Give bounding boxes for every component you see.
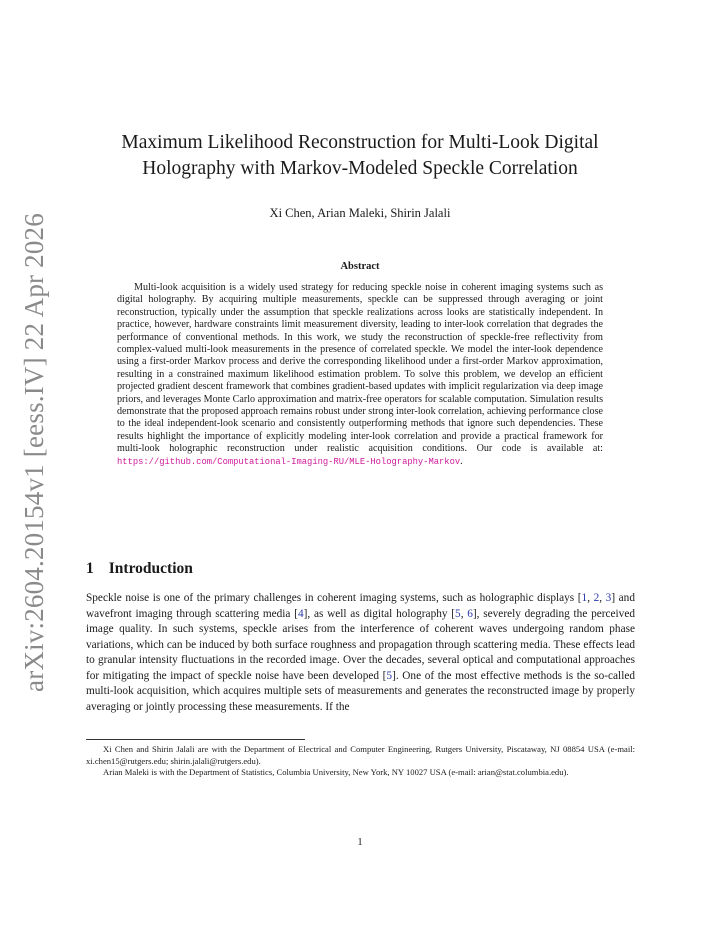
author-list: Xi Chen, Arian Maleki, Shirin Jalali: [269, 206, 451, 220]
page-number: 1: [357, 837, 363, 848]
intro-text: ]. One of the most effective methods is the so-called multi-look acquisition, which acquires multiple sets of measurements and generates the reconstructed image by properly averaging or jointly processing these measurements. If the: [86, 669, 635, 713]
section-number: 1: [86, 560, 94, 577]
intro-text: ] and wavefront imaging through scattering media [: [86, 592, 635, 620]
paper-title-line-2: Holography with Markov-Modeled Speckle Correlation: [142, 158, 578, 179]
citation-link[interactable]: 4: [297, 607, 304, 620]
intro-text: Speckle noise is one of the primary challenges in coherent imaging systems, such as holographic displays [: [86, 592, 582, 604]
arxiv-identifier-text: arXiv:2604.20154v1 [eess.IV] 22 Apr 2026: [18, 212, 49, 692]
intro-text: ], as well as digital holography [: [303, 607, 456, 620]
citation-link[interactable]: 5: [455, 607, 461, 620]
footnote-divider: [86, 739, 305, 740]
abstract-heading: Abstract: [340, 261, 380, 272]
arxiv-identifier-stamp: [12, 212, 56, 692]
code-repository-link[interactable]: https://github.com/Computational-Imaging-RU/MLE-Holography-Markov: [117, 456, 461, 467]
abstract-body: [117, 282, 603, 468]
citation-link[interactable]: 1: [581, 592, 588, 604]
citation-link[interactable]: 2: [593, 592, 600, 604]
footnote-affiliation-columbia: Arian Maleki is with the Department of Statistics, Columbia University, New York, NY 10027 USA (e-mail: arian@stat.columbia.edu).: [103, 767, 569, 778]
citation-separator: ,: [460, 607, 468, 620]
citation-link[interactable]: 3: [605, 592, 612, 604]
abstract-text: Multi-look acquisition is a widely used strategy for reducing speckle noise in coherent imaging systems such as digital holography. By acquiring multiple measurements, speckle can be suppressed through averaging or joint reconstruction, typically under the assumption that speckle realizations across looks are statistically independent. In practice, however, hardware constraints limit measurement diversity, leading to inter-look correlation that degrades the performance of conventional methods. In this work, we study the reconstruction of speckle-free reflectivity from complex-valued multi-look measurements in the presence of correlated speckle. We model the inter-look dependence using a first-order Markov process and derive the corresponding likelihood under a first-order Markov approximation, resulting in a constrained maximum likelihood estimation problem. To solve this problem, we develop an efficient projected gradient descent framework that combines gradient-based updates with implicit regularization via deep image priors, and leverages Monte Carlo approximation and matrix-free operators for scalable computation. Simulation results demonstrate that the proposed approach remains robust under strong inter-look correlation, achieving performance close to the ideal independent-look scenario and consistently outperforming methods that ignore such dependencies. These results highlight the importance of explicitly modeling inter-look correlation and provide a practical framework for multi-look holographic reconstruction under realistic acquisition conditions. Our code is available at:: [117, 282, 603, 455]
citation-link[interactable]: 6: [467, 607, 473, 620]
paper-title-line-1: Maximum Likelihood Reconstruction for Multi-Look Digital: [121, 132, 599, 153]
citation-separator: ,: [587, 592, 594, 604]
footnote-affiliation-rutgers: Xi Chen and Shirin Jalali are with the Department of Electrical and Computer Engineering, Rutgers University, Piscataway, NJ 08854 USA (e-mail: xi.chen15@rutgers.edu; shirin.jalali@rutgers.edu).: [86, 744, 635, 766]
intro-text: ], severely degrading the perceived image quality. In such systems, speckle arises from the interference of coherent waves undergoing random phase variations, which can be induced by both surface roughness and propagation through scattering media. These effects lead to granular intensity fluctuations in the recorded image. Over the decades, several optical and computational approaches for mitigating the impact of speckle noise have been developed [: [86, 607, 635, 682]
paper-title: [90, 130, 630, 182]
footnotes: [86, 744, 635, 779]
introduction-paragraph: [86, 591, 635, 715]
citation-link[interactable]: 5: [386, 669, 393, 682]
abstract-end-punctuation: .: [460, 455, 463, 467]
citation-separator: ,: [599, 592, 606, 604]
section-title: Introduction: [108, 560, 193, 577]
section-heading-introduction: [86, 560, 193, 578]
